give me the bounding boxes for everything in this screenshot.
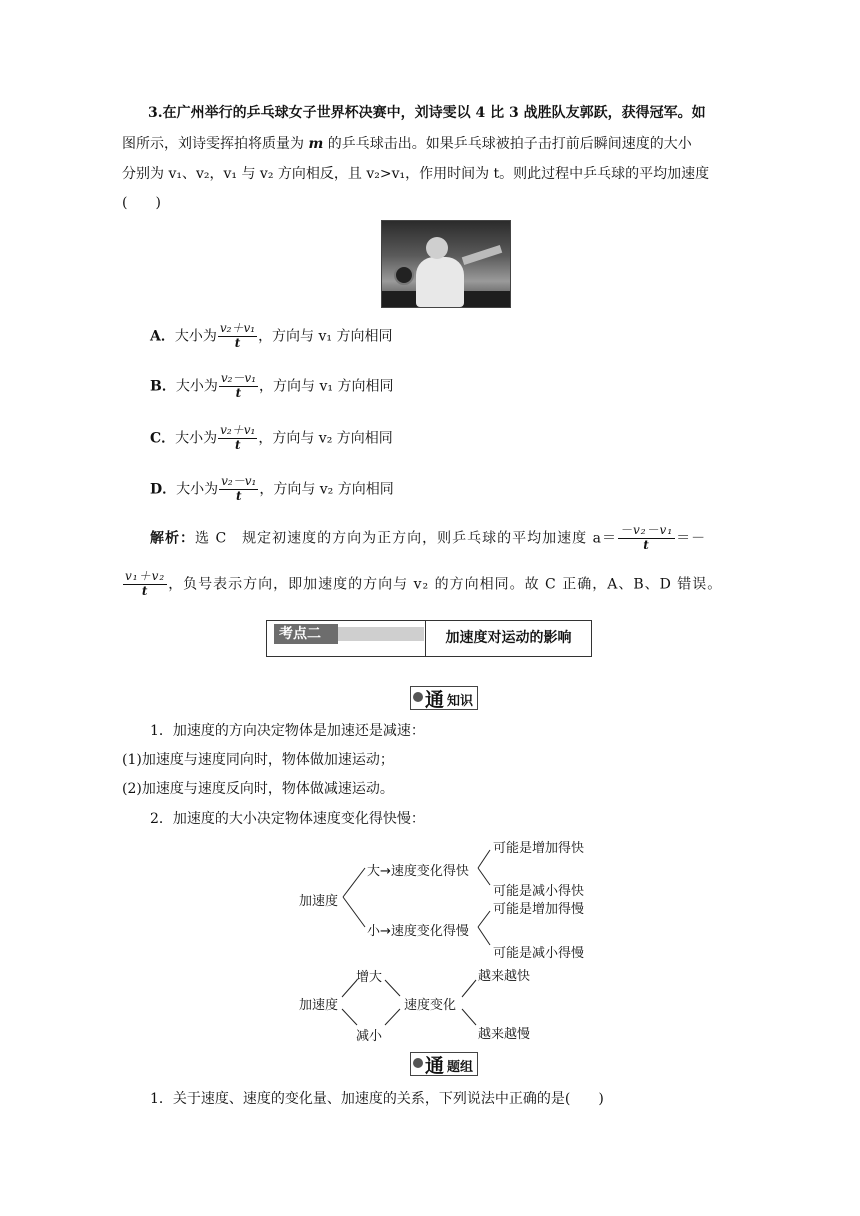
section-title: 加速度对运动的影响 <box>445 630 572 646</box>
question-group-badge: 通 题组 <box>410 1052 478 1076</box>
option-d[interactable]: D．大小为 $\frac{\text{v₂－v₁}}{t}$ ，方向与 v₂ 方向相同 <box>150 474 394 503</box>
question-line-4: ( ) <box>122 195 161 211</box>
diagram2-root: 加速度 <box>299 998 339 1013</box>
knowledge-4: 2．加速度的大小决定物体速度变化得快慢： <box>150 811 425 827</box>
diagram1-leaf-3: 可能是增加得慢 <box>493 902 585 917</box>
question-line-3: 分别为 v₁、v₂，v₁ 与 v₂ 方向相反，且 v₂>v₁，作用时间为 t。则此过程中乒乓球的平均加速度 <box>122 166 710 182</box>
knowledge-2: (1)加速度与速度同向时，物体做加速运动； <box>122 752 394 768</box>
diagram1-lower: 小→速度变化得慢 <box>367 924 469 939</box>
diagram2-slow: 越来越慢 <box>478 1027 531 1042</box>
question-line-1: 3.在广州举行的乒乓球女子世界杯决赛中，刘诗雯以 4 比 3 战胜队友郭跃，获得冠军。如 <box>148 105 706 121</box>
badge-icon <box>413 1058 423 1068</box>
diagram1-leaf-2: 可能是减小得快 <box>493 884 585 899</box>
knowledge-badge: 通 知识 <box>410 686 478 710</box>
option-c[interactable]: C．大小为 $\frac{\text{v₂＋v₁}}{t}$ ，方向与 v₂ 方向相同 <box>150 423 393 452</box>
analysis-line-2: $\frac{\text{v₁＋v₂}}{t}$ ，负号表示方向，即加速度的方向与 v₂ 的方向相同。故 C 正确，A、B、D 错误。 <box>125 569 723 598</box>
analysis-line-1: 解析：选 C 规定初速度的方向为正方向，则乒乓球的平均加速度 a＝ $\frac{\text{－v₂－v₁}}{t}$ ＝－ <box>150 523 707 552</box>
analysis-fraction-1: $\frac{\text{－v₂－v₁}}{t}$ <box>619 523 674 552</box>
diagram1-root: 加速度 <box>299 894 339 909</box>
diagram2-fast: 越来越快 <box>478 969 531 984</box>
option-c-fraction: $\frac{\text{v₂＋v₁}}{t}$ <box>220 423 256 452</box>
knowledge-3: (2)加速度与速度反向时，物体做减速运动。 <box>122 781 394 797</box>
question-line-2: 图所示，刘诗雯挥拍将质量为 m 的乒乓球击出。如果乒乓球被拍子击打前后瞬间速度的大小 <box>122 136 692 152</box>
question-group-1: 1．关于速度、速度的变化量、加速度的关系，下列说法中正确的是( ) <box>150 1091 604 1107</box>
knowledge-1: 1．加速度的方向决定物体是加速还是减速： <box>150 723 425 739</box>
analysis-fraction-2: $\frac{\text{v₁＋v₂}}{t}$ <box>125 569 166 598</box>
diagram1-leaf-4: 可能是减小得慢 <box>493 946 585 961</box>
diagram2-mid: 速度变化 <box>404 998 457 1013</box>
option-d-fraction: $\frac{\text{v₂－v₁}}{t}$ <box>221 474 257 503</box>
section-tag: 考点二 <box>274 624 338 644</box>
option-b-fraction: $\frac{\text{v₂－v₁}}{t}$ <box>220 371 257 400</box>
diagram2-down: 减小 <box>356 1029 383 1044</box>
option-a[interactable]: A．大小为 $\frac{\text{v₂＋v₁}}{t}$ ，方向与 v₁ 方向相同 <box>150 321 393 350</box>
option-b[interactable]: B．大小为 $\frac{\text{v₂－v₁}}{t}$ ，方向与 v₁ 方向相同 <box>150 371 394 400</box>
diagram2-up: 增大 <box>356 970 383 985</box>
diagram1-leaf-1: 可能是增加得快 <box>493 841 585 856</box>
option-a-fraction: $\frac{\text{v₂＋v₁}}{t}$ <box>219 321 256 350</box>
diagram1-upper: 大→速度变化得快 <box>367 864 469 879</box>
